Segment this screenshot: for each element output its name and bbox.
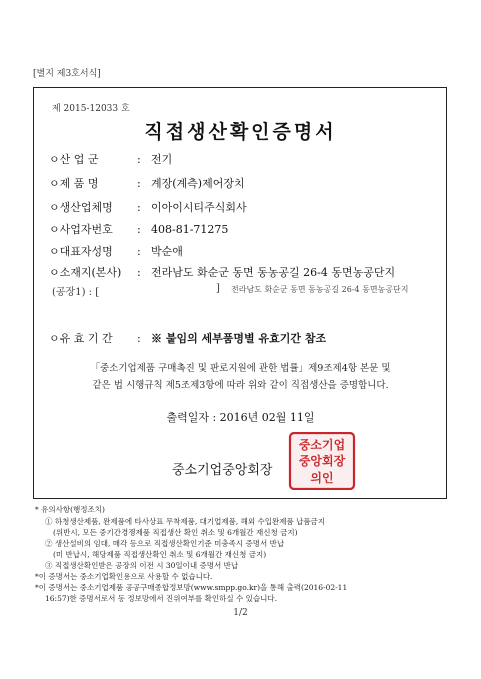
svg-text:의인: 의인	[310, 471, 334, 485]
law-text-line: 같은 법 시행규칙 제5조제3항에 따라 위와 같이 직접생산을 증명합니다.	[92, 380, 389, 391]
note-line: ① 하청생산제품, 완제품에 타사상표 무착제품, 대기업제품, 해외 수입완제품 납품금지	[45, 517, 326, 526]
field-value: 이아이시티주식회사	[151, 201, 247, 214]
organization-name: 중소기업중앙회장	[172, 463, 273, 478]
field-value: 전기	[151, 153, 173, 166]
field-value: 계장(계측)제어장치	[151, 177, 245, 190]
field-label: ㅇ생산업체명	[49, 201, 113, 214]
factory-address: 전라남도 화순군 동면 동농공길 26-4 동면농공단지	[231, 285, 409, 294]
field-product: ㅇ제 품 명 : 계장(계측)제어장치	[49, 177, 245, 190]
validity-label: ㅇ유 효 기 간	[49, 332, 113, 345]
note-line: 16:57)한 증명서로서 동 정보망에서 진위여부를 확인하실 수 있습니다.	[45, 594, 277, 603]
svg-text:중소기업: 중소기업	[298, 438, 346, 452]
note-line: ③ 직접생산확인받은 공장의 이전 시 30일이내 증명서 반납	[45, 561, 239, 570]
page-number: 1/2	[233, 608, 248, 618]
field-address: ㅇ소재지(본사) : 전라남도 화순군 동면 동농공길 26-4 동면농공단지	[49, 266, 396, 279]
note-line: *이 증명서는 중소기업확인용으로 사용할 수 없습니다.	[35, 572, 213, 581]
field-label: ㅇ산 업 군	[49, 153, 99, 166]
note-line: *이 증명서는 중소기업제품 공공구매종합정보망(www.smpp.go.kr)을 통해 출력(2016-02-11	[35, 583, 348, 592]
official-seal-stamp	[288, 432, 356, 490]
field-label: ㅇ사업자번호	[49, 223, 113, 236]
note-line: (위반시, 모든 중기간경쟁제품 직접생산 확인 취소 및 6개월간 재신청 금지)	[53, 528, 298, 537]
validity-row: ㅇ유 효 기 간 : ※ 붙임의 세부품명별 유효기간 참조	[49, 332, 327, 345]
doc-number: 제 2015-12033 호	[52, 104, 130, 114]
field-label: ㅇ제 품 명	[49, 177, 99, 190]
field-label: ㅇ대표자성명	[49, 245, 113, 258]
law-text-line: 「중소기업제품 구매촉진 및 판로지원에 관한 법률」제9조제4항 본문 및	[90, 363, 391, 374]
field-value: 박순애	[151, 245, 183, 258]
validity-value: ※ 붙임의 세부품명별 유효기간 참조	[151, 332, 327, 345]
field-company: ㅇ생산업체명 : 이아이시티주식회사	[49, 201, 247, 214]
field-label: ㅇ소재지(본사)	[49, 266, 122, 279]
field-representative: ㅇ대표자성명 : 박순애	[49, 245, 183, 258]
note-line: ② 생산설비의 임대, 매각 등으로 직접생산확인기준 미충족시 증명서 반납	[45, 539, 285, 548]
page-title: 직접생산확인증명서	[144, 121, 337, 143]
field-business-number: ㅇ사업자번호 : 408-81-71275	[49, 223, 229, 236]
notes-heading: * 유의사항(행정조치)	[35, 505, 105, 514]
field-industry: ㅇ산 업 군 : 전기	[49, 153, 173, 166]
factory-label: (공장1) : [	[52, 287, 100, 298]
issue-date: 출력일자 : 2016년 02월 11일	[166, 411, 315, 424]
note-line: (미 반납시, 해당제품 직접생산확인 취소 및 6개월간 재신청 금지)	[53, 550, 267, 559]
field-value: 전라남도 화순군 동면 동농공길 26-4 동면농공단지	[151, 266, 396, 279]
factory-bracket: ]	[216, 283, 220, 294]
svg-text:중앙회장: 중앙회장	[298, 454, 346, 468]
field-value: 408-81-71275	[151, 223, 229, 236]
form-label: [별지 제3호서식]	[33, 69, 101, 79]
